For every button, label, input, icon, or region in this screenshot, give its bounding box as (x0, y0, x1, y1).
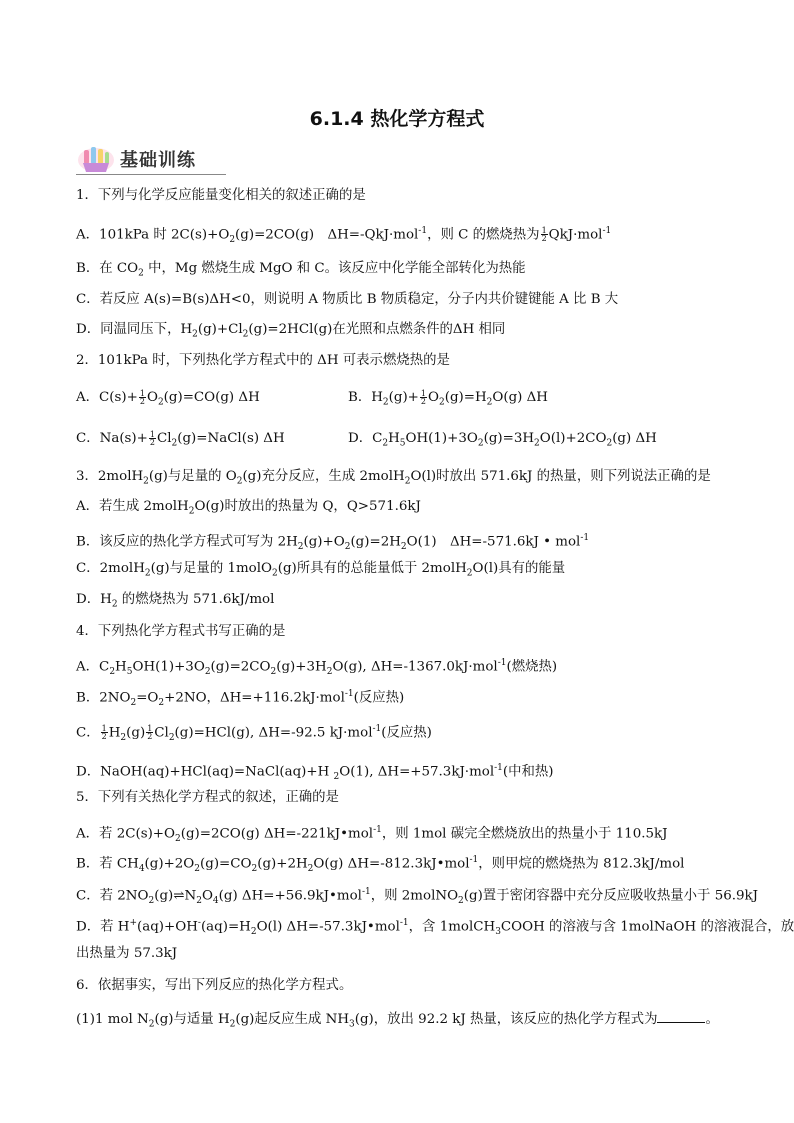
q1-stem: 1．下列与化学反应能量变化相关的叙述正确的是 (76, 188, 366, 203)
fraction-half: $\frac{1}{2}$ (139, 389, 145, 406)
page-title: 6.1.4 热化学方程式 (309, 108, 485, 130)
fraction-half: $\frac{1}{2}$ (101, 724, 107, 742)
q5-option-d-continued: 出热量为 57.3kJ (76, 946, 178, 961)
q3-option-b: B．该反应的热化学方程式可写为 $2H_2(g)+O_2(g)=2H_2O(1)$ ΔH=-571.6kJ • mol$^{-1}$ (76, 533, 590, 553)
pencils-cup-icon (76, 144, 116, 174)
q3-option-c: C．2molH$_2$(g)与足量的 1molO$_2$(g)所具有的总能量低于 2molH$_2$O(l)具有的能量 (76, 561, 566, 579)
section-underline (76, 174, 226, 175)
q4-stem: 4．下列热化学方程式书写正确的是 (76, 624, 286, 639)
q6-part-1: (1)1 mol $N_2(g)$与适量 $H_2(g)$起反应生成 $NH_3(g)$，放出 92.2 kJ 热量，该反应的热化学方程式为 。 (76, 1012, 719, 1030)
q3-stem: 3．2molH$_2$(g)与足量的 $O_2(g)$充分反应，生成 2molH$_2$O(l)时放出 571.6kJ 的热量，则下列说法正确的是 (76, 469, 711, 487)
fraction-half: $\frac{1}{2}$ (541, 226, 547, 244)
q5-stem: 5．下列有关热化学方程式的叙述，正确的是 (76, 790, 339, 805)
q1-option-b: B．在 $CO_2$ 中，Mg 燃烧生成 MgO 和 C。该反应中化学能全部转化为热能 (76, 261, 526, 279)
q1-option-c: C．若反应 A(s)=B(s)ΔH<0，则说明 A 物质比 B 物质稳定，分子内共价键键能 A 比 B 大 (76, 292, 619, 307)
fraction-half: $\frac{1}{2}$ (420, 389, 426, 406)
section-label: 基础训练 (120, 150, 196, 171)
q2-stem: 2．101kPa 时，下列热化学方程式中的 ΔH 可表示燃烧热的是 (76, 353, 450, 368)
q4-option-a: A．$C_2H_5OH(1)+3O_2(g)=2CO_2(g)+3H_2O(g)$, ΔH=-1367.0kJ·mol$^{-1}$(燃烧热) (76, 658, 558, 678)
q3-option-a: A．若生成 2molH$_2$O(g)时放出的热量为 Q，Q>571.6kJ (76, 499, 421, 517)
q5-option-a: A．若 $2C(s)+O_2(g)=2CO(g)$ ΔH=-221kJ•mol$^{-1}$，则 1mol 碳完全燃烧放出的热量小于 110.5kJ (76, 825, 668, 845)
fraction-half: $\frac{1}{2}$ (147, 724, 153, 742)
q2-option-b: B．$H_2(g)+$ $\frac{1}{2}$ $O_2(g)=H_2O(g)$ ΔH (348, 389, 548, 408)
q3-option-d: D．$H_2$ 的燃烧热为 571.6kJ/mol (76, 592, 275, 610)
q4-option-b: B．$2NO_2=O_2+2NO$，ΔH=+116.2kJ·mol$^{-1}$(反应热) (76, 689, 405, 709)
q1-option-d: D．同温同压下，$H_2(g)+Cl_2(g)=2HCl(g)$在光照和点燃条件的ΔH 相同 (76, 322, 506, 340)
fraction-half: $\frac{1}{2}$ (149, 430, 155, 447)
q2-option-d: D．$C_2H_5OH(1)+3O_2(g)=3H_2O(l)+2CO_2(g)$ ΔH (348, 431, 657, 449)
q5-option-b: B．若 $CH_4(g)+2O_2(g)=CO_2(g)+2H_2O(g)$ ΔH=-812.3kJ•mol$^{-1}$，则甲烷的燃烧热为 812.3kJ/mol (76, 855, 685, 875)
q4-option-c: C． $\frac{1}{2}$ $H_2(g)$ $\frac{1}{2}$ $Cl_2(g)=HCl(g)$, ΔH=-92.5 kJ·mol$^{-1}$(反应热) (76, 724, 432, 744)
q4-option-d: D．NaOH(aq)+HCl(aq)=NaCl(aq)+H $_2$O(1), ΔH=+57.3kJ·mol$^{-1}$(中和热) (76, 763, 554, 783)
q6-stem: 6．依据事实，写出下列反应的热化学方程式。 (76, 978, 353, 993)
q5-option-d: D．若 $H^+(aq)+OH^-(aq)=H_2O(l)$ ΔH=-57.3kJ•mol$^{-1}$，含 1molCH$_3$COOH 的溶液与含 1molNaOH 的溶液混合，放 (76, 918, 794, 938)
q1-option-a: A．101kPa 时 $2C(s)+O_2(g)=2CO(g)$ ΔH=-QkJ·mol$^{-1}$，则 C 的燃烧热为 $\frac{1}{2}$ QkJ·mol$^{-1}$ (76, 226, 612, 246)
q2-option-a: A．C(s)+ $\frac{1}{2}$ $O_2(g)=CO(g)$ ΔH (76, 389, 260, 408)
section-header (76, 142, 196, 176)
q5-option-c: C．若 $2NO_2(g)\rightleftharpoons N_2O_4(g)$ ΔH=+56.9kJ•mol$^{-1}$，则 2molNO$_2$(g)置于密闭容器中充分反应吸收热量小于 56.9kJ (76, 887, 758, 907)
answer-blank[interactable] (657, 1010, 705, 1023)
q2-option-c: C．Na(s)+ $\frac{1}{2}$ $Cl_2(g)=NaCl(s)$ ΔH (76, 430, 285, 449)
